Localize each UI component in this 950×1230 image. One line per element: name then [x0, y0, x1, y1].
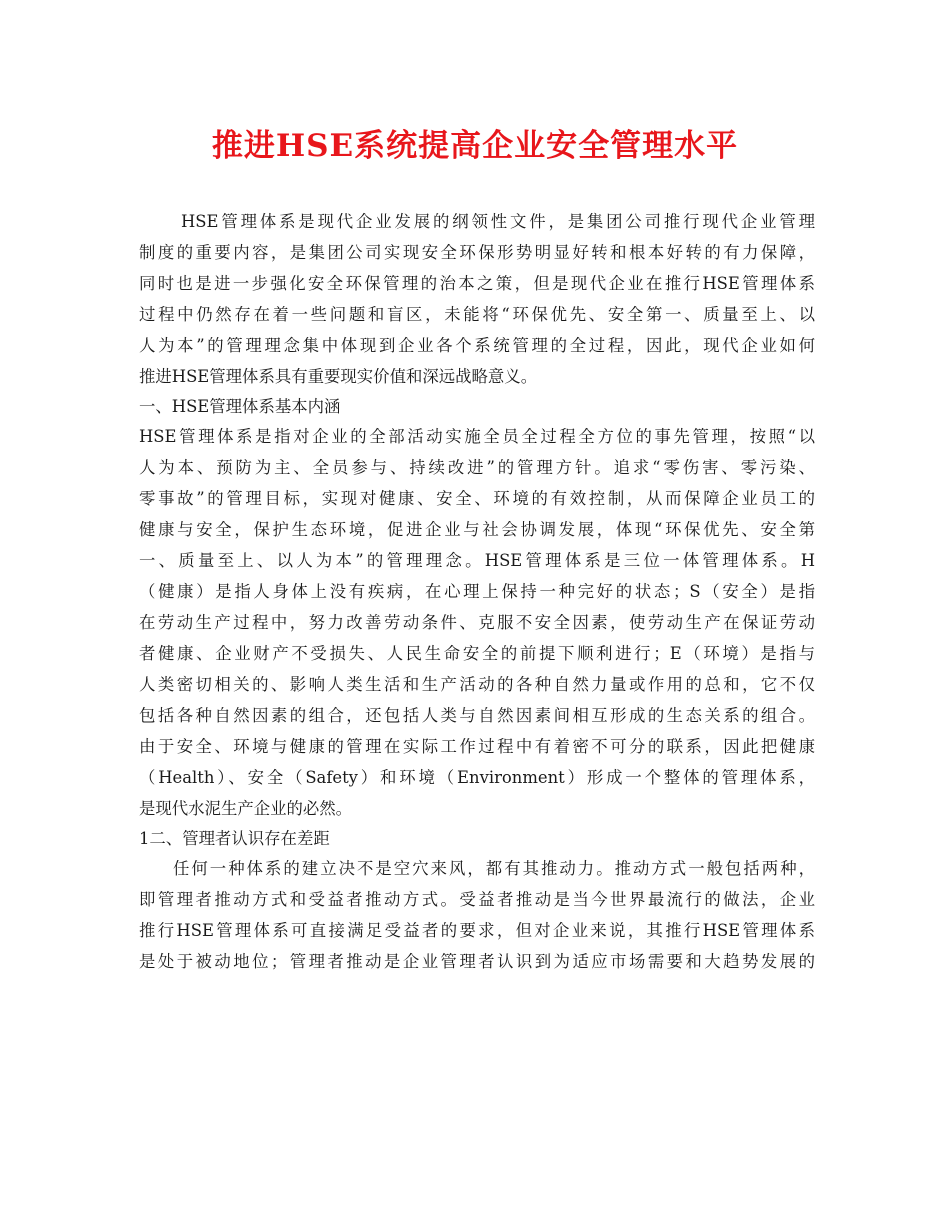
paragraph-line: 推行HSE管理体系可直接满足受益者的要求，但对企业来说，其推行HSE管理体系 — [139, 921, 815, 940]
paragraph-line: 零事故”的管理目标，实现对健康、安全、环境的有效控制，从而保障企业员工的 — [139, 489, 815, 508]
paragraph-line: 者健康、企业财产不受损失、人民生命安全的前提下顺利进行；E（环境）是指与 — [139, 644, 815, 663]
paragraph-management-gap — [139, 853, 815, 977]
paragraph-basic-meaning — [139, 421, 815, 824]
paragraph-line: 推进HSE管理体系具有重要现实价值和深远战略意义。 — [139, 367, 538, 386]
paragraph-line: 人为本、预防为主、全员参与、持续改进”的管理方针。追求“零伤害、零污染、 — [139, 458, 815, 477]
paragraph-line: 任何一种体系的建立决不是空穴来风，都有其推动力。推动方式一般包括两种， — [173, 859, 815, 878]
paragraph-line: HSE管理体系是现代企业发展的纲领性文件，是集团公司推行现代企业管理 — [181, 212, 815, 231]
section-heading-2: 1二、管理者认识存在差距 — [139, 829, 330, 848]
paragraph-line: 由于安全、环境与健康的管理在实际工作过程中有着密不可分的联系，因此把健康 — [139, 737, 815, 756]
paragraph-line: 是处于被动地位；管理者推动是企业管理者认识到为适应市场需要和大趋势发展的 — [139, 952, 815, 971]
document-title: 推进HSE系统提高企业安全管理水平 — [211, 128, 739, 164]
paragraph-line: 一、质量至上、以人为本”的管理理念。HSE管理体系是三位一体管理体系。H — [139, 551, 815, 570]
paragraph-line: 健康与安全，保护生态环境，促进企业与社会协调发展，体现“环保优先、安全第 — [139, 520, 815, 539]
paragraph-line: 即管理者推动方式和受益者推动方式。受益者推动是当今世界最流行的做法，企业 — [139, 890, 815, 909]
paragraph-line: 是现代水泥生产企业的必然。 — [139, 799, 353, 818]
paragraph-line: 在劳动生产过程中，努力改善劳动条件、克服不安全因素，使劳动生产在保证劳动 — [139, 613, 815, 632]
paragraph-line: 人类密切相关的、影响人类生活和生产活动的各种自然力量或作用的总和，它不仅 — [139, 675, 815, 694]
paragraph-line: （Health）、安全（Safety）和环境（Environment）形成一个整体的管理体系， — [139, 768, 815, 787]
paragraph-line: 制度的重要内容，是集团公司实现安全环保形势明显好转和根本好转的有力保障， — [139, 243, 815, 262]
paragraph-line: HSE管理体系是指对企业的全部活动实施全员全过程全方位的事先管理，按照“以 — [139, 427, 815, 446]
paragraph-line: 包括各种自然因素的组合，还包括人类与自然因素间相互形成的生态关系的组合。 — [139, 706, 815, 725]
paragraph-line: 人为本”的管理理念集中体现到企业各个系统管理的全过程，因此，现代企业如何 — [139, 336, 815, 355]
paragraph-line: 同时也是进一步强化安全环保管理的治本之策，但是现代企业在推行HSE管理体系 — [139, 274, 815, 293]
paragraph-intro — [139, 206, 815, 392]
paragraph-line: （健康）是指人身体上没有疾病，在心理上保持一种完好的状态；S（安全）是指 — [139, 582, 815, 601]
section-heading-1: 一、HSE管理体系基本内涵 — [139, 397, 341, 416]
paragraph-line: 过程中仍然存在着一些问题和盲区，未能将“环保优先、安全第一、质量至上、以 — [139, 305, 815, 324]
document-body — [139, 206, 815, 977]
